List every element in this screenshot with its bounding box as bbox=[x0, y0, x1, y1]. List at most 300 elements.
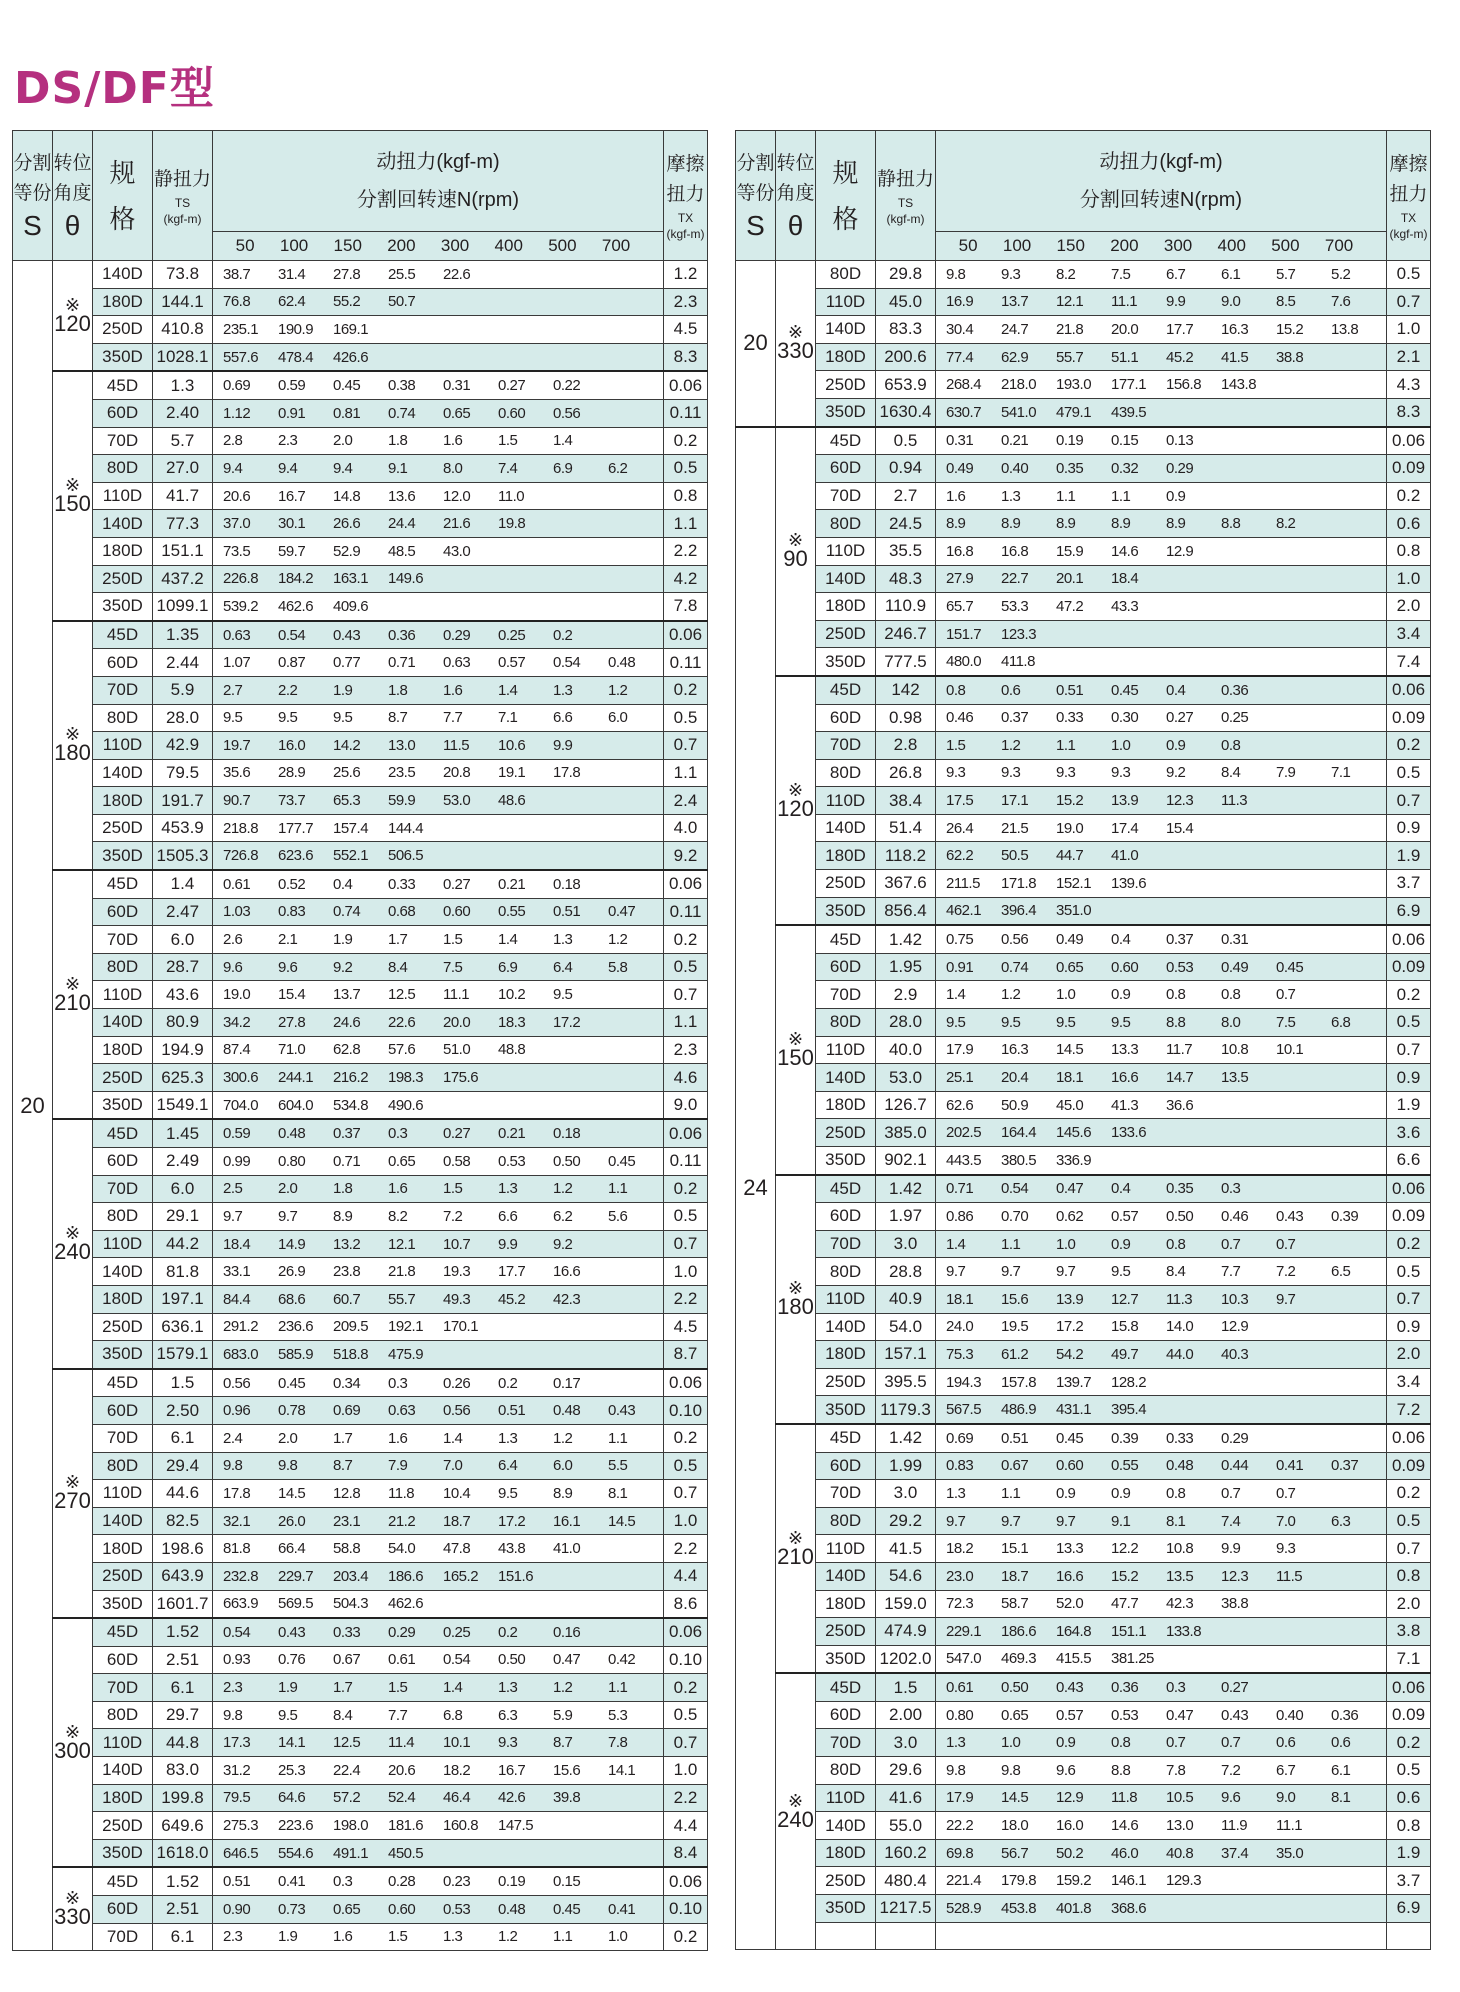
static-torque-cell: 1.95 bbox=[876, 953, 936, 981]
torque-value: 90.7 bbox=[223, 792, 251, 810]
static-torque-cell: 1.45 bbox=[153, 1119, 213, 1147]
torque-value: 2.6 bbox=[223, 931, 243, 949]
friction-torque-cell: 0.7 bbox=[1387, 787, 1431, 815]
friction-torque-cell: 2.0 bbox=[1387, 1341, 1431, 1369]
torque-value: 9.7 bbox=[946, 1512, 966, 1530]
dynamic-torque-cell bbox=[213, 1590, 664, 1618]
dynamic-torque-cell bbox=[213, 1009, 664, 1037]
division-count-cell: 20 bbox=[13, 261, 53, 1951]
dynamic-torque-values bbox=[213, 598, 663, 615]
table-row bbox=[13, 1507, 708, 1535]
table-row bbox=[736, 981, 1431, 1009]
static-torque-cell: 40.0 bbox=[876, 1036, 936, 1064]
dynamic-torque-values bbox=[213, 1901, 663, 1918]
spec-cell: 110D bbox=[816, 1535, 876, 1563]
dynamic-torque-values bbox=[936, 1318, 1386, 1335]
torque-value: 8.5 bbox=[1276, 293, 1296, 311]
torque-value: 7.6 bbox=[1331, 293, 1351, 311]
friction-torque-cell: 1.0 bbox=[1387, 565, 1431, 593]
table-row bbox=[736, 1618, 1431, 1646]
torque-value: 31.4 bbox=[278, 265, 306, 283]
dynamic-torque-cell bbox=[213, 399, 664, 427]
torque-value: 0.56 bbox=[223, 1374, 251, 1392]
static-torque-cell: 1601.7 bbox=[153, 1590, 213, 1618]
torque-value: 221.4 bbox=[946, 1872, 982, 1890]
torque-value: 9.3 bbox=[1001, 265, 1021, 283]
table-row bbox=[13, 261, 708, 289]
torque-value: 1.5 bbox=[946, 736, 966, 754]
torque-value: 409.6 bbox=[333, 597, 369, 615]
dynamic-torque-values bbox=[213, 1734, 663, 1751]
torque-value: 52.9 bbox=[333, 542, 361, 560]
torque-value: 396.4 bbox=[1001, 902, 1037, 920]
friction-torque-cell: 0.09 bbox=[1387, 953, 1431, 981]
torque-value: 534.8 bbox=[333, 1096, 369, 1114]
torque-value: 18.4 bbox=[1111, 570, 1139, 588]
torque-value: 0.38 bbox=[388, 377, 416, 395]
friction-torque-cell: 1.1 bbox=[664, 1009, 708, 1037]
dynamic-torque-cell bbox=[213, 1507, 664, 1535]
torque-value: 450.5 bbox=[388, 1844, 424, 1862]
torque-value: 1.8 bbox=[333, 1180, 353, 1198]
dynamic-torque-cell bbox=[936, 1645, 1387, 1673]
torque-value: 8.8 bbox=[1111, 1761, 1131, 1779]
torque-value: 164.4 bbox=[1001, 1124, 1037, 1142]
table-row bbox=[736, 1895, 1431, 1923]
torque-value: 24.4 bbox=[388, 515, 416, 533]
torque-value: 52.0 bbox=[1056, 1595, 1084, 1613]
spec-cell: 45D bbox=[816, 676, 876, 704]
torque-value: 16.8 bbox=[946, 542, 974, 560]
torque-value: 0.65 bbox=[333, 1900, 361, 1918]
torque-value: 15.2 bbox=[1276, 320, 1304, 338]
static-torque-cell: 6.1 bbox=[153, 1674, 213, 1702]
dynamic-torque-cell bbox=[213, 1896, 664, 1924]
torque-value: 31.2 bbox=[223, 1761, 251, 1779]
torque-value: 11.3 bbox=[1166, 1290, 1193, 1308]
dynamic-torque-values bbox=[936, 653, 1386, 670]
torque-value: 0.9 bbox=[1111, 1235, 1131, 1253]
static-torque-cell: 55.0 bbox=[876, 1812, 936, 1840]
spec-cell: 70D bbox=[93, 427, 153, 455]
friction-torque-cell: 0.8 bbox=[1387, 1812, 1431, 1840]
torque-value: 50.2 bbox=[1056, 1844, 1084, 1862]
torque-value: 1.2 bbox=[608, 681, 628, 699]
torque-value: 1.0 bbox=[1056, 986, 1076, 1004]
torque-value: 0.31 bbox=[443, 377, 471, 395]
dynamic-torque-values bbox=[936, 1457, 1386, 1474]
torque-value: 1.4 bbox=[553, 432, 573, 450]
table-row bbox=[736, 814, 1431, 842]
torque-value: 11.8 bbox=[1111, 1789, 1138, 1807]
dynamic-torque-values bbox=[936, 986, 1386, 1003]
torque-value: 11.1 bbox=[443, 986, 470, 1004]
torque-value: 0.58 bbox=[443, 1152, 471, 1170]
friction-torque-cell: 8.4 bbox=[664, 1839, 708, 1867]
torque-value: 0.7 bbox=[1221, 1235, 1241, 1253]
header-index-angle: 转位 角度 θ bbox=[776, 131, 816, 261]
dynamic-torque-cell bbox=[213, 1729, 664, 1757]
torque-value: 0.33 bbox=[1166, 1429, 1194, 1447]
torque-value: 0.65 bbox=[388, 1152, 416, 1170]
friction-torque-cell: 3.8 bbox=[1387, 1618, 1431, 1646]
friction-torque-cell: 0.7 bbox=[664, 1480, 708, 1508]
torque-value: 0.33 bbox=[1056, 709, 1084, 727]
table-row bbox=[13, 1535, 708, 1563]
torque-value: 0.51 bbox=[498, 1402, 526, 1420]
torque-value: 68.6 bbox=[278, 1290, 306, 1308]
torque-value: 7.5 bbox=[1276, 1013, 1296, 1031]
torque-value: 146.1 bbox=[1111, 1872, 1147, 1890]
friction-torque-cell: 2.2 bbox=[664, 1535, 708, 1563]
spec-cell: 60D bbox=[816, 1701, 876, 1729]
torque-value: 0.15 bbox=[1111, 432, 1139, 450]
torque-value: 7.2 bbox=[1221, 1761, 1241, 1779]
torque-value: 24.0 bbox=[946, 1318, 974, 1336]
friction-torque-cell: 8.3 bbox=[1387, 398, 1431, 426]
torque-value: 37.0 bbox=[223, 515, 251, 533]
torque-value: 1.12 bbox=[223, 404, 251, 422]
torque-value: 15.6 bbox=[553, 1761, 581, 1779]
static-torque-cell: 1099.1 bbox=[153, 593, 213, 621]
dynamic-torque-values bbox=[213, 654, 663, 671]
spec-cell: 110D bbox=[816, 787, 876, 815]
torque-value: 244.1 bbox=[278, 1069, 314, 1087]
torque-value: 14.1 bbox=[278, 1734, 306, 1752]
dynamic-torque-cell bbox=[213, 1119, 664, 1147]
dynamic-torque-values bbox=[936, 1679, 1386, 1696]
table-row bbox=[736, 1645, 1431, 1673]
torque-value: 58.8 bbox=[333, 1540, 361, 1558]
torque-value: 87.4 bbox=[223, 1041, 251, 1059]
spec-cell: 70D bbox=[816, 1230, 876, 1258]
dynamic-torque-values bbox=[936, 1430, 1386, 1447]
static-torque-cell: 82.5 bbox=[153, 1507, 213, 1535]
torque-value: 0.41 bbox=[278, 1873, 306, 1891]
table-row bbox=[736, 1341, 1431, 1369]
torque-value: 0.48 bbox=[278, 1125, 306, 1143]
torque-value: 11.9 bbox=[1221, 1817, 1248, 1835]
torque-value: 0.16 bbox=[553, 1623, 581, 1641]
static-torque-cell: 44.6 bbox=[153, 1480, 213, 1508]
spec-cell: 45D bbox=[93, 870, 153, 898]
torque-value: 7.4 bbox=[1221, 1512, 1241, 1530]
static-torque-cell: 51.4 bbox=[876, 814, 936, 842]
torque-value: 48.8 bbox=[498, 1041, 526, 1059]
torque-value: 1.6 bbox=[333, 1928, 353, 1946]
dynamic-torque-cell bbox=[213, 1618, 664, 1646]
torque-value: 16.3 bbox=[1221, 320, 1249, 338]
static-torque-cell: 3.0 bbox=[876, 1230, 936, 1258]
static-torque-cell: 194.9 bbox=[153, 1036, 213, 1064]
torque-value: 0.99 bbox=[223, 1152, 251, 1170]
torque-value: 0.7 bbox=[1166, 1734, 1186, 1752]
torque-value: 0.48 bbox=[498, 1900, 526, 1918]
angle-value: 270 bbox=[54, 1488, 91, 1514]
torque-value: 16.7 bbox=[278, 487, 306, 505]
spec-cell: 180D bbox=[816, 1839, 876, 1867]
dynamic-torque-values bbox=[936, 432, 1386, 449]
torque-value: 216.2 bbox=[333, 1069, 369, 1087]
spec-cell: 60D bbox=[93, 649, 153, 677]
torque-value: 48.5 bbox=[388, 542, 416, 560]
torque-value: 9.9 bbox=[498, 1235, 518, 1253]
torque-value: 52.4 bbox=[388, 1789, 416, 1807]
torque-value: 181.6 bbox=[388, 1817, 424, 1835]
torque-value: 12.5 bbox=[333, 1734, 361, 1752]
torque-value: 175.6 bbox=[443, 1069, 479, 1087]
torque-value: 9.8 bbox=[278, 1457, 298, 1475]
static-torque-cell: 1.5 bbox=[876, 1673, 936, 1701]
torque-value: 1.9 bbox=[278, 1928, 298, 1946]
torque-value: 15.8 bbox=[1111, 1318, 1139, 1336]
table-row bbox=[736, 676, 1431, 704]
torque-value: 45.0 bbox=[1056, 1096, 1084, 1114]
torque-value: 395.4 bbox=[1111, 1401, 1147, 1419]
torque-value: 6.1 bbox=[1331, 1761, 1351, 1779]
dynamic-torque-cell bbox=[213, 1341, 664, 1369]
dynamic-torque-values bbox=[936, 1623, 1386, 1640]
torque-value: 23.0 bbox=[946, 1567, 974, 1585]
torque-value: 6.3 bbox=[498, 1706, 518, 1724]
spec-cell: 250D bbox=[816, 1867, 876, 1895]
static-torque-cell: 1.4 bbox=[153, 870, 213, 898]
spec-cell: 110D bbox=[816, 1285, 876, 1313]
torque-value: 164.8 bbox=[1056, 1622, 1092, 1640]
friction-torque-cell: 6.9 bbox=[1387, 1895, 1431, 1923]
spec-cell: 250D bbox=[93, 1064, 153, 1092]
table-row bbox=[736, 648, 1431, 676]
angle-value: 210 bbox=[54, 989, 91, 1015]
static-torque-cell: 2.00 bbox=[876, 1701, 936, 1729]
torque-value: 0.54 bbox=[553, 654, 581, 672]
friction-torque-cell: 4.4 bbox=[664, 1812, 708, 1840]
torque-value: 7.9 bbox=[1276, 764, 1296, 782]
table-row bbox=[13, 1009, 708, 1037]
friction-torque-cell: 0.11 bbox=[664, 898, 708, 926]
torque-value: 13.8 bbox=[1331, 320, 1359, 338]
torque-value: 10.8 bbox=[1166, 1540, 1194, 1558]
friction-torque-cell: 0.06 bbox=[664, 1119, 708, 1147]
torque-value: 0.32 bbox=[1111, 459, 1139, 477]
dynamic-torque-cell bbox=[936, 1147, 1387, 1175]
static-torque-cell: 29.6 bbox=[876, 1757, 936, 1785]
torque-value: 21.8 bbox=[1056, 320, 1084, 338]
torque-value: 0.45 bbox=[1276, 958, 1304, 976]
torque-value: 16.3 bbox=[1001, 1041, 1029, 1059]
spec-cell: 70D bbox=[93, 926, 153, 954]
torque-value: 7.7 bbox=[388, 1706, 408, 1724]
dynamic-torque-values bbox=[936, 1540, 1386, 1557]
dynamic-torque-values bbox=[936, 404, 1386, 421]
table-row bbox=[736, 1757, 1431, 1785]
torque-value: 1.3 bbox=[443, 1928, 463, 1946]
angle-value: 180 bbox=[54, 740, 91, 766]
torque-value: 11.4 bbox=[388, 1734, 415, 1752]
torque-value: 1.2 bbox=[1001, 986, 1021, 1004]
dynamic-torque-values bbox=[213, 1125, 663, 1142]
torque-value: 73.5 bbox=[223, 542, 251, 560]
static-torque-cell: 2.51 bbox=[153, 1896, 213, 1924]
torque-value: 77.4 bbox=[946, 348, 974, 366]
friction-torque-cell: 4.5 bbox=[664, 316, 708, 344]
torque-value: 0.63 bbox=[388, 1402, 416, 1420]
torque-value: 0.83 bbox=[278, 903, 306, 921]
torque-value: 1.7 bbox=[333, 1679, 353, 1697]
torque-value: 81.8 bbox=[223, 1540, 251, 1558]
torque-value: 1.4 bbox=[946, 1235, 966, 1253]
friction-torque-cell: 4.2 bbox=[664, 565, 708, 593]
torque-value: 198.3 bbox=[388, 1069, 424, 1087]
table-row bbox=[736, 510, 1431, 538]
dynamic-torque-cell bbox=[213, 649, 664, 677]
torque-value: 145.6 bbox=[1056, 1124, 1092, 1142]
friction-torque-cell: 7.8 bbox=[664, 593, 708, 621]
division-count-cell: 20 bbox=[736, 261, 776, 427]
torque-value: 10.6 bbox=[498, 736, 526, 754]
torque-value: 12.8 bbox=[333, 1484, 361, 1502]
spec-cell: 350D bbox=[93, 842, 153, 870]
torque-value: 539.2 bbox=[223, 597, 259, 615]
table-row bbox=[736, 925, 1431, 953]
torque-value: 554.6 bbox=[278, 1844, 314, 1862]
header-static-torque: 静扭力 TS (kgf-m) bbox=[876, 131, 936, 261]
spec-cell: 110D bbox=[93, 1230, 153, 1258]
spec-cell: 180D bbox=[816, 842, 876, 870]
dynamic-torque-values bbox=[213, 1180, 663, 1197]
torque-value: 0.28 bbox=[388, 1873, 416, 1891]
table-row bbox=[736, 1452, 1431, 1480]
torque-value: 9.9 bbox=[1166, 293, 1186, 311]
spec-cell: 350D bbox=[816, 648, 876, 676]
torque-value: 0.13 bbox=[1166, 432, 1194, 450]
torque-value: 23.5 bbox=[388, 764, 416, 782]
table-row bbox=[13, 1784, 708, 1812]
spec-cell: 45D bbox=[816, 1424, 876, 1452]
friction-torque-cell: 1.0 bbox=[664, 1757, 708, 1785]
static-torque-cell: 1.52 bbox=[153, 1618, 213, 1646]
static-torque-cell: 80.9 bbox=[153, 1009, 213, 1037]
dynamic-torque-cell bbox=[936, 1562, 1387, 1590]
dynamic-torque-cell bbox=[936, 759, 1387, 787]
torque-value: 0.3 bbox=[388, 1125, 408, 1143]
angle-value: 120 bbox=[777, 795, 814, 821]
static-torque-cell: 42.9 bbox=[153, 732, 213, 760]
torque-value: 45.2 bbox=[1166, 348, 1194, 366]
torque-value: 25.5 bbox=[388, 265, 416, 283]
torque-value: 2.7 bbox=[223, 681, 243, 699]
torque-value: 0.21 bbox=[1001, 432, 1029, 450]
static-torque-cell: 81.8 bbox=[153, 1258, 213, 1286]
torque-value: 0.23 bbox=[443, 1873, 471, 1891]
dynamic-torque-cell bbox=[936, 1701, 1387, 1729]
torque-value: 62.6 bbox=[946, 1096, 974, 1114]
table-row bbox=[736, 1368, 1431, 1396]
table-row bbox=[736, 1175, 1431, 1203]
torque-value: 0.56 bbox=[443, 1402, 471, 1420]
table-row bbox=[736, 620, 1431, 648]
torque-value: 0.34 bbox=[333, 1374, 361, 1392]
torque-value: 9.6 bbox=[278, 958, 298, 976]
torque-value: 14.6 bbox=[1111, 1817, 1139, 1835]
table-row bbox=[736, 1922, 1431, 1950]
torque-value: 72.3 bbox=[946, 1595, 974, 1613]
spec-cell: 180D bbox=[93, 537, 153, 565]
torque-value: 171.8 bbox=[1001, 874, 1037, 892]
dynamic-torque-cell bbox=[936, 593, 1387, 621]
torque-value: 12.0 bbox=[443, 487, 471, 505]
static-torque-cell: 29.1 bbox=[153, 1203, 213, 1231]
torque-value: 27.8 bbox=[278, 1013, 306, 1031]
reference-mark-icon: ※ bbox=[787, 1028, 804, 1049]
torque-value: 1.8 bbox=[388, 432, 408, 450]
friction-torque-cell: 0.8 bbox=[664, 482, 708, 510]
torque-value: 0.49 bbox=[1221, 958, 1249, 976]
rpm-list: 50 100 150 200 300 400 500 700 bbox=[235, 236, 631, 255]
torque-value: 17.2 bbox=[1056, 1318, 1084, 1336]
index-angle-cell bbox=[53, 1867, 93, 1950]
dynamic-torque-values bbox=[213, 460, 663, 477]
dynamic-torque-cell bbox=[213, 759, 664, 787]
table-row bbox=[13, 399, 708, 427]
torque-value: 22.6 bbox=[443, 265, 471, 283]
table-row bbox=[736, 842, 1431, 870]
torque-value: 1.03 bbox=[223, 903, 251, 921]
dynamic-torque-values bbox=[213, 1513, 663, 1530]
dynamic-torque-cell bbox=[213, 1313, 664, 1341]
torque-value: 40.3 bbox=[1221, 1345, 1249, 1363]
static-torque-cell: 2.50 bbox=[153, 1397, 213, 1425]
friction-torque-cell: 0.5 bbox=[664, 455, 708, 483]
friction-torque-cell: 8.6 bbox=[664, 1590, 708, 1618]
dynamic-torque-cell bbox=[213, 537, 664, 565]
dynamic-torque-cell bbox=[213, 1562, 664, 1590]
torque-value: 2.3 bbox=[223, 1679, 243, 1697]
dynamic-torque-cell bbox=[213, 1452, 664, 1480]
torque-value: 13.5 bbox=[1221, 1069, 1249, 1087]
dynamic-torque-values bbox=[936, 321, 1386, 338]
torque-value: 9.5 bbox=[223, 709, 243, 727]
torque-value: 10.1 bbox=[1276, 1041, 1304, 1059]
dynamic-torque-cell bbox=[936, 343, 1387, 371]
dynamic-torque-cell bbox=[213, 455, 664, 483]
torque-value: 569.5 bbox=[278, 1595, 314, 1613]
torque-value: 14.9 bbox=[278, 1235, 306, 1253]
dynamic-torque-cell bbox=[213, 926, 664, 954]
dynamic-torque-values bbox=[213, 1651, 663, 1668]
spec-cell: 70D bbox=[816, 732, 876, 760]
dynamic-torque-cell bbox=[936, 288, 1387, 316]
friction-torque-cell: 4.3 bbox=[1387, 371, 1431, 399]
dynamic-torque-values bbox=[936, 349, 1386, 366]
spec-cell: 180D bbox=[93, 1285, 153, 1313]
dynamic-torque-cell bbox=[936, 870, 1387, 898]
friction-torque-cell: 0.2 bbox=[1387, 1480, 1431, 1508]
torque-value: 143.8 bbox=[1221, 376, 1257, 394]
dynamic-torque-cell bbox=[936, 925, 1387, 953]
torque-value: 15.9 bbox=[1056, 542, 1084, 560]
torque-value: 43.0 bbox=[443, 542, 471, 560]
friction-torque-cell: 0.2 bbox=[664, 427, 708, 455]
static-torque-cell: 28.7 bbox=[153, 953, 213, 981]
torque-value: 1.8 bbox=[388, 681, 408, 699]
spec-cell: 180D bbox=[93, 1036, 153, 1064]
torque-value: 179.8 bbox=[1001, 1872, 1037, 1890]
torque-value: 0.70 bbox=[1001, 1207, 1029, 1225]
torque-value: 0.56 bbox=[553, 404, 581, 422]
friction-torque-cell: 0.7 bbox=[664, 1230, 708, 1258]
reference-mark-icon: ※ bbox=[64, 475, 81, 496]
